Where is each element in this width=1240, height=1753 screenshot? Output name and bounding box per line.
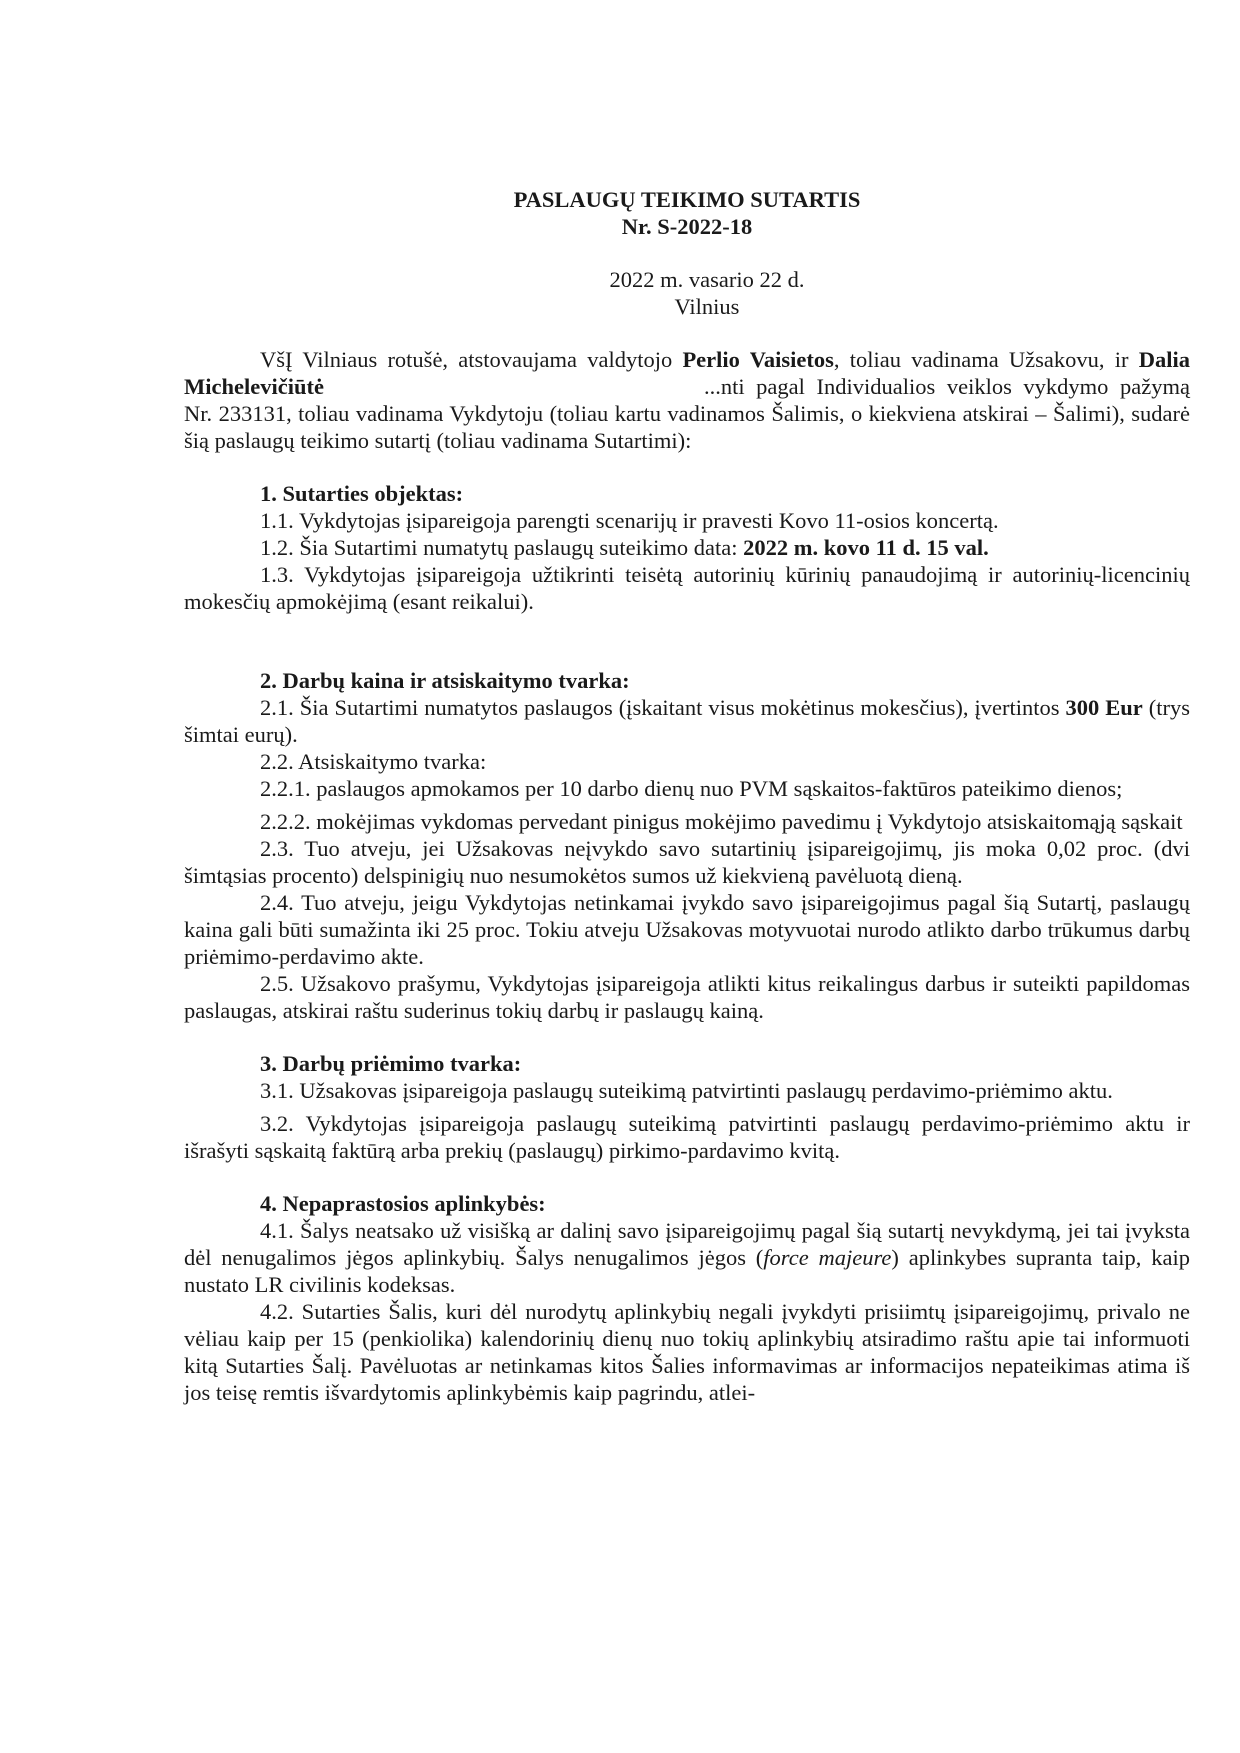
clause-2-3: 2.3. Tuo atveju, jei Užsakovas neįvykdo savo sutartinių įsipareigojimų, jis moka 0,02 proc. (dvi šimtąsias procento) delspinigių nuo nesumokėtos sumos už kiekvieną pavėluotą dieną. [184, 836, 1190, 888]
contract-number: Nr. S-2022-18 [621, 214, 753, 239]
section-4-heading: 4. Nepaprastosios aplinkybės: [260, 1191, 546, 1216]
clause-1-2: 1.2. Šia Sutartimi numatytų paslaugų suteikimo data: 2022 m. kovo 11 d. 15 val. [260, 535, 989, 560]
clause-2-1: 2.1. Šia Sutartimi numatytos paslaugos (įskaitant visus mokėtinus mokesčius), įvertintos 300 Eur (trys šimtai eurų). [184, 695, 1190, 747]
clause-2-2-2: 2.2.2. mokėjimas vykdomas pervedant pinigus mokėjimo pavedimu į Vykdytojo atsiskaitomąją sąskait [260, 809, 1183, 834]
clause-3-1: 3.1. Užsakovas įsipareigoja paslaugų suteikimą patvirtinti paslaugų perdavimo-priėmimo aktu. [260, 1078, 1113, 1103]
document-title: PASLAUGŲ TEIKIMO SUTARTIS [513, 187, 861, 212]
clause-2-2: 2.2. Atsiskaitymo tvarka: [260, 749, 487, 774]
clause-2-4: 2.4. Tuo atveju, jeigu Vykdytojas netinkamai įvykdo savo įsipareigojimus pagal šią Sutartį, paslaugų kaina gali būti sumažinta iki 25 proc. Tokiu atveju Užsakovas motyvuotai nurodo atlikto darbo trūkumus darbų priėmimo-perdavimo akte. [184, 890, 1190, 969]
clause-2-5: 2.5. Užsakovo prašymu, Vykdytojas įsipareigoja atlikti kitus reikalingus darbus ir suteikti papildomas paslaugas, atskirai raštu suderinus tokių darbų ir paslaugų kainą. [184, 971, 1190, 1023]
clause-4-2: 4.2. Sutarties Šalis, kuri dėl nurodytų aplinkybių negali įvykdyti prisiimtų įsipareigojimų, privalo ne vėliau kaip per 15 (penkiolika) kalendorinių dienų nuo tokių aplinkybių atsiradimo raštu apie tai informuoti kitą Sutarties Šalį. Pavėluotas ar netinkamas kitos Šalies informavimas ar informacijos nepateikimas atima iš jos teisę remtis išvardytomis aplinkybėmis kaip pagrindu, atlei- [184, 1299, 1190, 1405]
clause-3-2: 3.2. Vykdytojas įsipareigoja paslaugų suteikimą patvirtinti paslaugų perdavimo-priėmimo aktu ir išrašyti sąskaitą faktūrą arba prekių (paslaugų) pirkimo-pardavimo kvitą. [184, 1111, 1190, 1163]
clause-4-1: 4.1. Šalys neatsako už visišką ar dalinį savo įsipareigojimų pagal šią sutartį nevykdymą, jei tai įvyksta dėl nenugalimos jėgos aplinkybių. Šalys nenugalimos jėgos (force majeure) aplinkybes supranta taip, kaip nustato LR civilinis kodeksas. [184, 1218, 1190, 1297]
clause-1-3: 1.3. Vykdytojas įsipareigoja užtikrinti teisėtą autorinių kūrinių panaudojimą ir autorinių-licencinių mokesčių apmokėjimą (esant reikalui). [184, 562, 1190, 614]
clause-2-2-1: 2.2.1. paslaugos apmokamos per 10 darbo dienų nuo PVM sąskaitos-faktūros pateikimo dienos; [260, 776, 1123, 801]
section-3-heading: 3. Darbų priėmimo tvarka: [260, 1051, 522, 1076]
contract-document [184, 186, 1190, 1406]
section-1-heading: 1. Sutarties objektas: [260, 481, 464, 506]
intro-paragraph: VšĮ Vilniaus rotušė, atstovaujama valdytojo Perlio Vaisietos, toliau vadinama Užsakovu, ir Dalia Michelevičiūtė ...nti pagal Individualios veiklos vykdymo pažymą Nr. 233131, toliau vadinama Vykdytoju (toliau kartu vadinamos Šalimis, o kiekviena atskirai – Šalimi), sudarė šią paslaugų teikimo sutartį (toliau vadinama Sutartimi): [184, 347, 1190, 453]
clause-1-1: 1.1. Vykdytojas įsipareigoja parengti scenarijų ir pravesti Kovo 11-osios koncertą. [260, 508, 999, 533]
contract-date: 2022 m. vasario 22 d. [609, 267, 805, 292]
section-2-heading: 2. Darbų kaina ir atsiskaitymo tvarka: [260, 668, 630, 693]
redacted-area [324, 384, 704, 394]
contract-city: Vilnius [674, 294, 740, 319]
